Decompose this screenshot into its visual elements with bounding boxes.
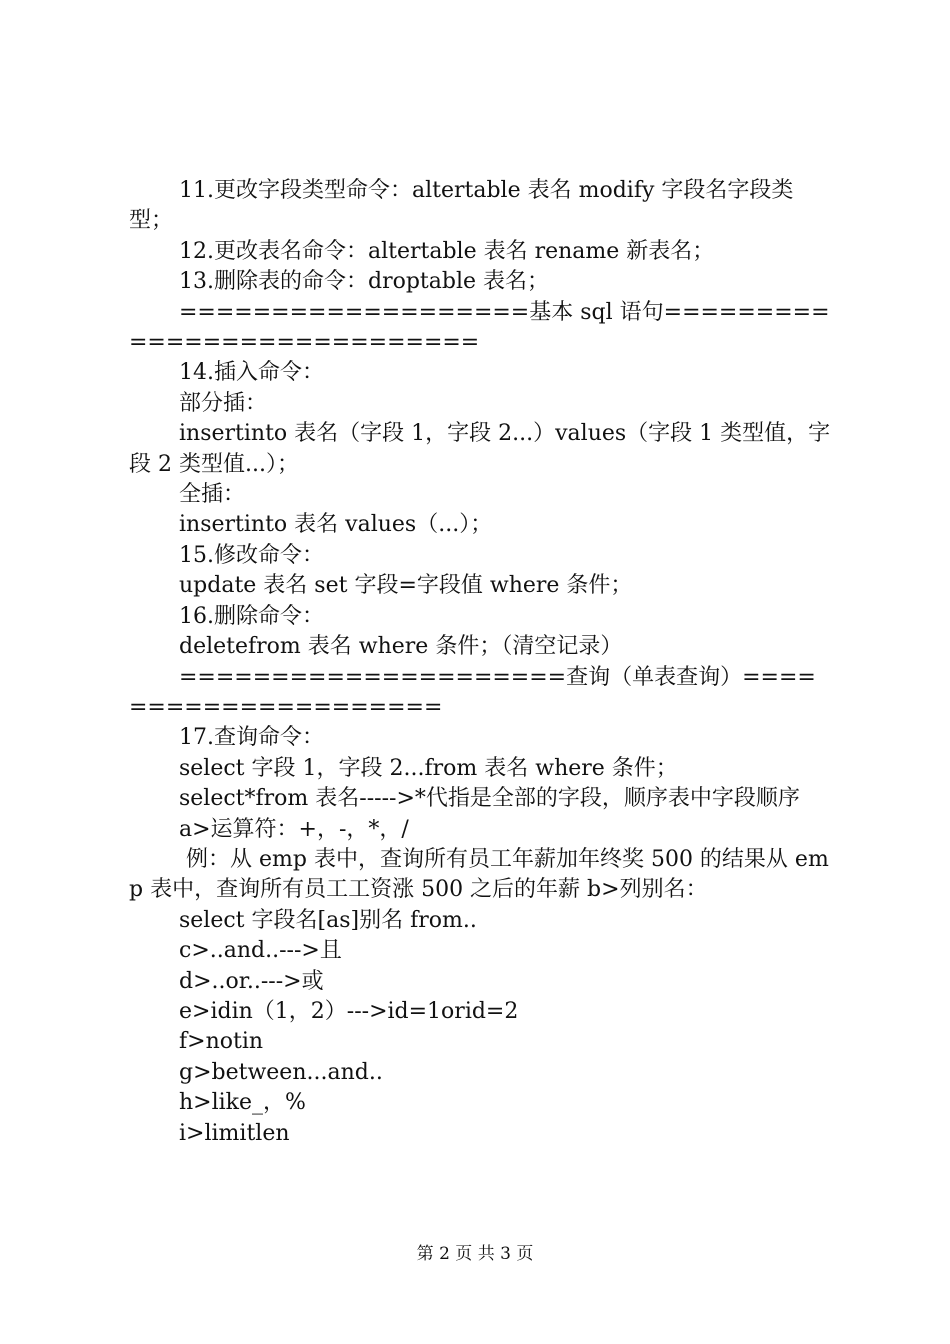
- page-number-footer: 第 2 页 共 3 页: [416, 1244, 534, 1264]
- text-line: 16.删除命令：: [179, 603, 324, 629]
- section-divider-query: =====================查询（单表查询）=====================: [129, 664, 816, 720]
- text-line: select 字段名[as]别名 from..: [179, 907, 477, 933]
- text-line: h>like_，%: [179, 1090, 306, 1116]
- document-body: [129, 176, 833, 1149]
- section-divider-basic-sql: ===================基本 sql 语句============================: [129, 299, 830, 356]
- text-line: e>idin（1，2）--->id=1orid=2: [179, 998, 519, 1024]
- text-line: d>..or..--->或: [179, 968, 324, 994]
- text-line: i>limitlen: [179, 1120, 290, 1146]
- text-line: a>运算符：+，-，*，/: [179, 816, 409, 842]
- text-line: f>notin: [179, 1029, 264, 1055]
- text-line: 17.查询命令：: [179, 725, 324, 751]
- text-line: 11.更改字段类型命令：altertable 表名 modify 字段名字段类型；: [129, 178, 794, 234]
- text-line: select 字段 1，字段 2...from 表名 where 条件；: [179, 755, 678, 781]
- text-line: 14.插入命令：: [179, 360, 324, 386]
- text-line: insertinto 表名 values（...）；: [179, 512, 493, 538]
- text-line: select*from 表名----->*代指是全部的字段，顺序表中字段顺序: [179, 786, 800, 812]
- text-line: 15.修改命令：: [179, 542, 324, 568]
- text-line: deletefrom 表名 where 条件；（清空记录）: [179, 634, 623, 660]
- text-line: 全插：: [179, 482, 246, 508]
- text-line: c>..and..--->且: [179, 938, 342, 964]
- text-line: g>between...and..: [179, 1059, 383, 1085]
- text-line: 13.删除表的命令：droptable 表名；: [179, 269, 550, 295]
- text-line: 部分插：: [179, 390, 268, 416]
- text-line: insertinto 表名（字段 1，字段 2...）values（字段 1 类型值，字段 2 类型值...）；: [129, 421, 831, 477]
- text-line: update 表名 set 字段=字段值 where 条件；: [179, 573, 633, 599]
- text-line: 例：从 emp 表中，查询所有员工年薪加年终奖 500 的结果从 emp 表中，查询所有员工工资涨 500 之后的年薪 b>列别名：: [129, 846, 829, 903]
- text-line: 12.更改表名命令：altertable 表名 rename 新表名；: [179, 238, 715, 264]
